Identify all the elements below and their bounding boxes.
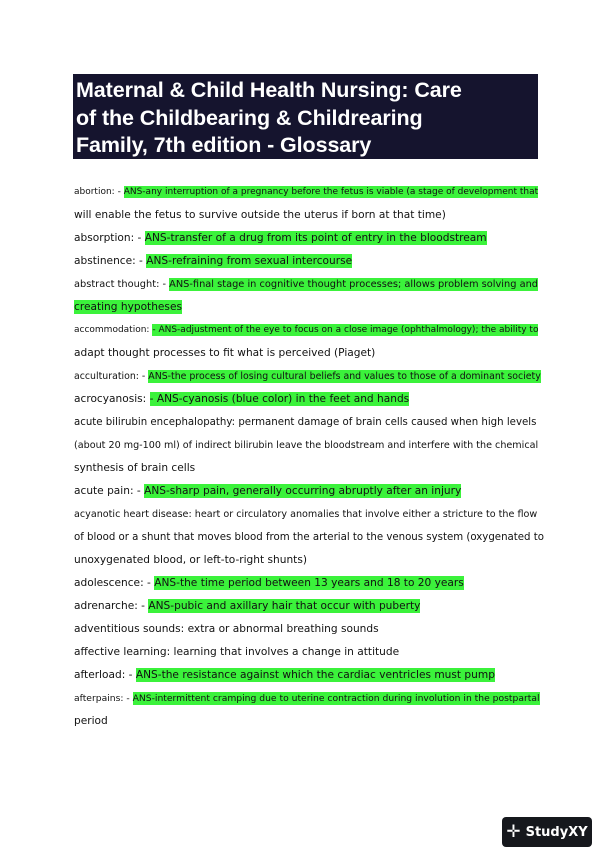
glossary-line bbox=[74, 365, 544, 388]
glossary-term: acrocyanosis: bbox=[74, 393, 147, 405]
title-line: of the Childbearing & Childrearing bbox=[76, 105, 423, 130]
title-line: Maternal & Child Health Nursing: Care bbox=[76, 78, 462, 102]
glossary-answer: ANS-final stage in cognitive thought processes; allows problem solving and bbox=[169, 279, 538, 290]
glossary-line bbox=[74, 687, 544, 710]
glossary-line bbox=[74, 319, 544, 342]
glossary-line bbox=[74, 411, 544, 434]
glossary-line bbox=[74, 595, 544, 618]
glossary-line bbox=[74, 273, 544, 296]
glossary-text: unoxygenated blood, or left-to-right shunts) bbox=[74, 554, 307, 566]
glossary-text: affective learning: learning that involves a change in attitude bbox=[74, 646, 400, 658]
glossary-answer: - ANS-adjustment of the eye to focus on a close image (ophthalmology); the ability to bbox=[152, 325, 539, 335]
glossary-line bbox=[74, 526, 544, 549]
glossary-line bbox=[74, 296, 544, 319]
glossary-line bbox=[74, 457, 544, 480]
glossary-line bbox=[74, 434, 544, 457]
glossary-text: acute bilirubin encephalopathy: permanent damage of brain cells caused when high levels bbox=[74, 417, 537, 428]
glossary-line bbox=[74, 664, 544, 687]
glossary-term: acute pain: - bbox=[74, 485, 141, 497]
glossary-line bbox=[74, 204, 544, 227]
glossary-list bbox=[74, 181, 544, 733]
glossary-term: afterload: - bbox=[74, 669, 133, 681]
glossary-answer: ANS-transfer of a drug from its point of entry in the bloodstream bbox=[144, 232, 487, 244]
glossary-line bbox=[74, 181, 544, 204]
glossary-line bbox=[74, 388, 544, 411]
glossary-line bbox=[74, 250, 544, 273]
glossary-answer: creating hypotheses bbox=[74, 301, 182, 313]
glossary-term: acculturation: - bbox=[74, 371, 146, 382]
glossary-line bbox=[74, 549, 544, 572]
glossary-answer: ANS-sharp pain, generally occurring abruptly after an injury bbox=[144, 485, 462, 497]
glossary-answer: ANS-any interruption of a pregnancy before the fetus is viable (a stage of development that bbox=[123, 187, 539, 197]
title-line: Family, 7th edition - Glossary bbox=[76, 133, 372, 157]
glossary-line bbox=[74, 710, 544, 733]
glossary-text: adventitious sounds: extra or abnormal breathing sounds bbox=[74, 623, 379, 635]
studyxy-label: StudyXY bbox=[525, 824, 588, 840]
glossary-answer: ANS-the process of losing cultural beliefs and values to those of a dominant society bbox=[148, 371, 541, 382]
glossary-line bbox=[74, 618, 544, 641]
glossary-answer: ANS-pubic and axillary hair that occur with puberty bbox=[148, 600, 421, 612]
glossary-answer: ANS-the resistance against which the cardiac ventricles must pump bbox=[135, 669, 495, 681]
glossary-term: abortion: - bbox=[74, 187, 121, 197]
glossary-answer: ANS-the time period between 13 years and 18 to 20 years bbox=[154, 577, 464, 589]
glossary-term: afterpains: - bbox=[74, 693, 130, 704]
glossary-term: abstract thought: - bbox=[74, 279, 167, 290]
glossary-text: period bbox=[74, 715, 108, 727]
glossary-term: adrenarche: - bbox=[74, 600, 146, 612]
glossary-line bbox=[74, 480, 544, 503]
glossary-answer: ANS-intermittent cramping due to uterine contraction during involution in the postpartal bbox=[132, 693, 540, 704]
glossary-line bbox=[74, 641, 544, 664]
document-title bbox=[73, 74, 538, 159]
glossary-answer: ANS-refraining from sexual intercourse bbox=[146, 255, 353, 267]
glossary-term: abstinence: - bbox=[74, 255, 143, 267]
glossary-text: synthesis of brain cells bbox=[74, 462, 196, 474]
glossary-term: absorption: - bbox=[74, 232, 142, 244]
glossary-line bbox=[74, 572, 544, 595]
glossary-text: will enable the fetus to survive outside the uterus if born at that time) bbox=[74, 209, 446, 221]
studyxy-logo[interactable] bbox=[502, 817, 592, 847]
glossary-line bbox=[74, 503, 544, 526]
glossary-answer: - ANS-cyanosis (blue color) in the feet and hands bbox=[149, 393, 410, 405]
glossary-text: of blood or a shunt that moves blood from the arterial to the venous system (oxygenated to bbox=[74, 532, 544, 543]
glossary-term: accommodation: bbox=[74, 325, 150, 335]
plus-icon: ✛ bbox=[506, 821, 521, 842]
glossary-term: adolescence: - bbox=[74, 577, 151, 589]
glossary-line bbox=[74, 227, 544, 250]
glossary-text: adapt thought processes to fit what is perceived (Piaget) bbox=[74, 347, 376, 359]
glossary-line bbox=[74, 342, 544, 365]
glossary-text: (about 20 mg-100 ml) of indirect bilirubin leave the bloodstream and interfere with the chemical bbox=[74, 440, 539, 451]
glossary-text: acyanotic heart disease: heart or circulatory anomalies that involve either a stricture to the flow bbox=[74, 509, 538, 520]
